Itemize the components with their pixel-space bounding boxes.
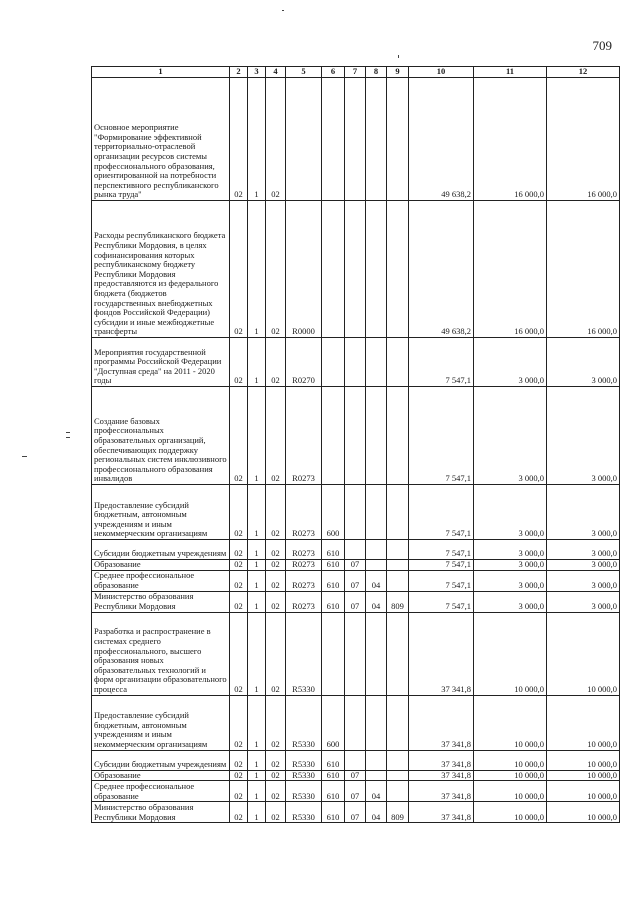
amount-col-11: 10 000,0 bbox=[474, 770, 547, 781]
expense-type-code: 610 bbox=[322, 750, 345, 770]
amount-col-10: 37 341,8 bbox=[409, 802, 474, 823]
amount-col-11: 10 000,0 bbox=[474, 612, 547, 695]
section-code: 07 bbox=[345, 770, 366, 781]
amount-col-10: 37 341,8 bbox=[409, 612, 474, 695]
table-row bbox=[92, 485, 620, 540]
event-code: 02 bbox=[266, 695, 286, 750]
row-description: Министерство образования Республики Мордовия bbox=[92, 591, 230, 612]
subprogram-code: 1 bbox=[248, 770, 266, 781]
subprogram-code: 1 bbox=[248, 781, 266, 802]
event-code: 02 bbox=[266, 387, 286, 485]
table-row bbox=[92, 781, 620, 802]
amount-col-10: 7 547,1 bbox=[409, 338, 474, 387]
program-code: 02 bbox=[230, 387, 248, 485]
section-code: 07 bbox=[345, 591, 366, 612]
expense-type-code: 610 bbox=[322, 540, 345, 560]
ministry-code bbox=[387, 560, 409, 571]
expense-type-code: 610 bbox=[322, 591, 345, 612]
subsection-code bbox=[366, 612, 387, 695]
event-code: 02 bbox=[266, 78, 286, 201]
col-header: 6 bbox=[322, 67, 345, 78]
scan-mark-top bbox=[282, 10, 284, 11]
ministry-code bbox=[387, 570, 409, 591]
amount-col-11: 10 000,0 bbox=[474, 695, 547, 750]
expense-type-code bbox=[322, 78, 345, 201]
subsection-code: 04 bbox=[366, 802, 387, 823]
subsection-code bbox=[366, 201, 387, 338]
subprogram-code: 1 bbox=[248, 591, 266, 612]
program-code: 02 bbox=[230, 750, 248, 770]
subprogram-code: 1 bbox=[248, 612, 266, 695]
ministry-code bbox=[387, 78, 409, 201]
amount-col-12: 3 000,0 bbox=[547, 591, 620, 612]
ministry-code bbox=[387, 612, 409, 695]
amount-col-11: 10 000,0 bbox=[474, 781, 547, 802]
table-row bbox=[92, 560, 620, 571]
subprogram-code: 1 bbox=[248, 695, 266, 750]
amount-col-10: 37 341,8 bbox=[409, 781, 474, 802]
table-row bbox=[92, 570, 620, 591]
amount-col-12: 3 000,0 bbox=[547, 560, 620, 571]
col-header: 2 bbox=[230, 67, 248, 78]
row-description: Субсидии бюджетным учреждениям bbox=[92, 750, 230, 770]
program-code: 02 bbox=[230, 695, 248, 750]
row-description: Разработка и распространение в системах среднего профессионального, высшего образования новых образовательных технологий и форм организации образовательного процесса bbox=[92, 612, 230, 695]
expense-type-code bbox=[322, 338, 345, 387]
scan-mark-left-3 bbox=[22, 456, 27, 457]
expense-direction-code: R0273 bbox=[286, 560, 322, 571]
subprogram-code: 1 bbox=[248, 802, 266, 823]
scan-mark-left-1 bbox=[66, 432, 70, 433]
event-code: 02 bbox=[266, 591, 286, 612]
amount-col-10: 7 547,1 bbox=[409, 560, 474, 571]
subsection-code: 04 bbox=[366, 781, 387, 802]
subsection-code bbox=[366, 560, 387, 571]
amount-col-11: 16 000,0 bbox=[474, 201, 547, 338]
subprogram-code: 1 bbox=[248, 78, 266, 201]
expense-type-code: 600 bbox=[322, 485, 345, 540]
expense-direction-code: R0273 bbox=[286, 570, 322, 591]
amount-col-11: 3 000,0 bbox=[474, 540, 547, 560]
col-header: 12 bbox=[547, 67, 620, 78]
amount-col-10: 49 638,2 bbox=[409, 78, 474, 201]
amount-col-11: 10 000,0 bbox=[474, 750, 547, 770]
row-description: Субсидии бюджетным учреждениям bbox=[92, 540, 230, 560]
table-row bbox=[92, 770, 620, 781]
expense-direction-code bbox=[286, 78, 322, 201]
amount-col-12: 10 000,0 bbox=[547, 802, 620, 823]
amount-col-10: 37 341,8 bbox=[409, 770, 474, 781]
amount-col-10: 7 547,1 bbox=[409, 591, 474, 612]
expense-type-code bbox=[322, 201, 345, 338]
amount-col-11: 3 000,0 bbox=[474, 560, 547, 571]
program-code: 02 bbox=[230, 770, 248, 781]
amount-col-12: 10 000,0 bbox=[547, 612, 620, 695]
program-code: 02 bbox=[230, 570, 248, 591]
amount-col-12: 10 000,0 bbox=[547, 770, 620, 781]
amount-col-10: 7 547,1 bbox=[409, 540, 474, 560]
budget-table bbox=[91, 66, 620, 823]
amount-col-11: 16 000,0 bbox=[474, 78, 547, 201]
row-description: Образование bbox=[92, 560, 230, 571]
amount-col-12: 3 000,0 bbox=[547, 540, 620, 560]
table-body bbox=[92, 78, 620, 823]
expense-type-code: 600 bbox=[322, 695, 345, 750]
col-header: 9 bbox=[387, 67, 409, 78]
amount-col-11: 10 000,0 bbox=[474, 802, 547, 823]
amount-col-10: 37 341,8 bbox=[409, 750, 474, 770]
row-description: Основное мероприятие "Формирование эффективной территориально-отраслевой организации ресурсов системы профессионального образования, ориентированной на потребности перспективного республиканского рынка труда" bbox=[92, 78, 230, 201]
expense-direction-code: R5330 bbox=[286, 750, 322, 770]
program-code: 02 bbox=[230, 540, 248, 560]
row-description: Министерство образования Республики Мордовия bbox=[92, 802, 230, 823]
program-code: 02 bbox=[230, 485, 248, 540]
program-code: 02 bbox=[230, 591, 248, 612]
subsection-code bbox=[366, 78, 387, 201]
subsection-code: 04 bbox=[366, 591, 387, 612]
amount-col-10: 7 547,1 bbox=[409, 387, 474, 485]
ministry-code bbox=[387, 387, 409, 485]
table-row bbox=[92, 338, 620, 387]
amount-col-11: 3 000,0 bbox=[474, 338, 547, 387]
subprogram-code: 1 bbox=[248, 570, 266, 591]
col-header: 10 bbox=[409, 67, 474, 78]
table-row bbox=[92, 695, 620, 750]
ministry-code: 809 bbox=[387, 802, 409, 823]
row-description: Мероприятия государственной программы Российской Федерации "Доступная среда" на 2011 - 2020 годы bbox=[92, 338, 230, 387]
amount-col-11: 3 000,0 bbox=[474, 485, 547, 540]
col-header: 4 bbox=[266, 67, 286, 78]
amount-col-10: 7 547,1 bbox=[409, 570, 474, 591]
expense-direction-code: R5330 bbox=[286, 802, 322, 823]
expense-direction-code: R0273 bbox=[286, 485, 322, 540]
section-code bbox=[345, 750, 366, 770]
event-code: 02 bbox=[266, 540, 286, 560]
table-row bbox=[92, 201, 620, 338]
amount-col-12: 10 000,0 bbox=[547, 781, 620, 802]
amount-col-11: 3 000,0 bbox=[474, 570, 547, 591]
expense-direction-code: R0273 bbox=[286, 540, 322, 560]
section-code bbox=[345, 695, 366, 750]
col-header: 7 bbox=[345, 67, 366, 78]
col-header: 5 bbox=[286, 67, 322, 78]
table-row bbox=[92, 540, 620, 560]
col-header: 1 bbox=[92, 67, 230, 78]
section-code bbox=[345, 387, 366, 485]
subsection-code bbox=[366, 387, 387, 485]
amount-col-12: 16 000,0 bbox=[547, 78, 620, 201]
amount-col-10: 49 638,2 bbox=[409, 201, 474, 338]
row-description: Создание базовых профессиональных образовательных организаций, обеспечивающих поддержку региональных систем инклюзивного профессионального образования инвалидов bbox=[92, 387, 230, 485]
section-code bbox=[345, 540, 366, 560]
amount-col-12: 10 000,0 bbox=[547, 695, 620, 750]
expense-type-code: 610 bbox=[322, 570, 345, 591]
expense-direction-code: R0273 bbox=[286, 387, 322, 485]
expense-direction-code: R5330 bbox=[286, 770, 322, 781]
event-code: 02 bbox=[266, 802, 286, 823]
event-code: 02 bbox=[266, 570, 286, 591]
expense-direction-code: R5330 bbox=[286, 781, 322, 802]
program-code: 02 bbox=[230, 338, 248, 387]
subsection-code bbox=[366, 540, 387, 560]
section-code bbox=[345, 201, 366, 338]
subsection-code bbox=[366, 485, 387, 540]
table-row bbox=[92, 750, 620, 770]
subprogram-code: 1 bbox=[248, 387, 266, 485]
event-code: 02 bbox=[266, 612, 286, 695]
expense-direction-code: R0270 bbox=[286, 338, 322, 387]
subprogram-code: 1 bbox=[248, 750, 266, 770]
table-row bbox=[92, 591, 620, 612]
amount-col-10: 37 341,8 bbox=[409, 695, 474, 750]
event-code: 02 bbox=[266, 201, 286, 338]
amount-col-12: 16 000,0 bbox=[547, 201, 620, 338]
ministry-code bbox=[387, 201, 409, 338]
program-code: 02 bbox=[230, 560, 248, 571]
table-row bbox=[92, 78, 620, 201]
row-description: Предоставление субсидий бюджетным, автономным учреждениям и иным некоммерческим организациям bbox=[92, 695, 230, 750]
subprogram-code: 1 bbox=[248, 540, 266, 560]
expense-type-code: 610 bbox=[322, 560, 345, 571]
program-code: 02 bbox=[230, 802, 248, 823]
table-row bbox=[92, 387, 620, 485]
subprogram-code: 1 bbox=[248, 338, 266, 387]
subprogram-code: 1 bbox=[248, 560, 266, 571]
section-code bbox=[345, 78, 366, 201]
event-code: 02 bbox=[266, 781, 286, 802]
event-code: 02 bbox=[266, 770, 286, 781]
section-code: 07 bbox=[345, 781, 366, 802]
event-code: 02 bbox=[266, 338, 286, 387]
ministry-code bbox=[387, 338, 409, 387]
amount-col-12: 3 000,0 bbox=[547, 485, 620, 540]
ministry-code bbox=[387, 485, 409, 540]
ministry-code bbox=[387, 781, 409, 802]
subsection-code bbox=[366, 750, 387, 770]
table-header-row bbox=[92, 67, 620, 78]
expense-direction-code: R0000 bbox=[286, 201, 322, 338]
subprogram-code: 1 bbox=[248, 201, 266, 338]
ministry-code bbox=[387, 540, 409, 560]
program-code: 02 bbox=[230, 781, 248, 802]
row-description: Расходы республиканского бюджета Республики Мордовия, в целях софинансирования которых республиканскому бюджету Республики Мордовия предоставляются из федерального бюджета (бюджетов государственных внебюджетных фондов Российской Федерации) субсидии и иные межбюджетные трансферты bbox=[92, 201, 230, 338]
table-row bbox=[92, 612, 620, 695]
row-description: Предоставление субсидий бюджетным, автономным учреждениям и иным некоммерческим организациям bbox=[92, 485, 230, 540]
section-code: 07 bbox=[345, 570, 366, 591]
subsection-code bbox=[366, 695, 387, 750]
subsection-code bbox=[366, 770, 387, 781]
section-code: 07 bbox=[345, 802, 366, 823]
table-row bbox=[92, 802, 620, 823]
expense-type-code bbox=[322, 387, 345, 485]
amount-col-11: 3 000,0 bbox=[474, 591, 547, 612]
section-code bbox=[345, 338, 366, 387]
expense-type-code: 610 bbox=[322, 781, 345, 802]
ministry-code bbox=[387, 750, 409, 770]
ministry-code: 809 bbox=[387, 591, 409, 612]
row-description: Среднее профессиональное образование bbox=[92, 781, 230, 802]
expense-direction-code: R5330 bbox=[286, 695, 322, 750]
section-code bbox=[345, 485, 366, 540]
expense-type-code: 610 bbox=[322, 802, 345, 823]
ministry-code bbox=[387, 695, 409, 750]
program-code: 02 bbox=[230, 201, 248, 338]
event-code: 02 bbox=[266, 750, 286, 770]
section-code: 07 bbox=[345, 560, 366, 571]
amount-col-12: 3 000,0 bbox=[547, 387, 620, 485]
program-code: 02 bbox=[230, 78, 248, 201]
scan-mark-center bbox=[398, 55, 399, 58]
expense-type-code: 610 bbox=[322, 770, 345, 781]
event-code: 02 bbox=[266, 560, 286, 571]
page-number: 709 bbox=[592, 38, 612, 53]
amount-col-12: 10 000,0 bbox=[547, 750, 620, 770]
amount-col-11: 3 000,0 bbox=[474, 387, 547, 485]
expense-direction-code: R0273 bbox=[286, 591, 322, 612]
subsection-code: 04 bbox=[366, 570, 387, 591]
row-description: Образование bbox=[92, 770, 230, 781]
amount-col-12: 3 000,0 bbox=[547, 570, 620, 591]
subsection-code bbox=[366, 338, 387, 387]
expense-direction-code: R5330 bbox=[286, 612, 322, 695]
amount-col-10: 7 547,1 bbox=[409, 485, 474, 540]
amount-col-12: 3 000,0 bbox=[547, 338, 620, 387]
program-code: 02 bbox=[230, 612, 248, 695]
col-header: 8 bbox=[366, 67, 387, 78]
expense-type-code bbox=[322, 612, 345, 695]
scan-mark-left-2 bbox=[66, 437, 70, 438]
row-description: Среднее профессиональное образование bbox=[92, 570, 230, 591]
event-code: 02 bbox=[266, 485, 286, 540]
section-code bbox=[345, 612, 366, 695]
subprogram-code: 1 bbox=[248, 485, 266, 540]
col-header: 3 bbox=[248, 67, 266, 78]
col-header: 11 bbox=[474, 67, 547, 78]
ministry-code bbox=[387, 770, 409, 781]
